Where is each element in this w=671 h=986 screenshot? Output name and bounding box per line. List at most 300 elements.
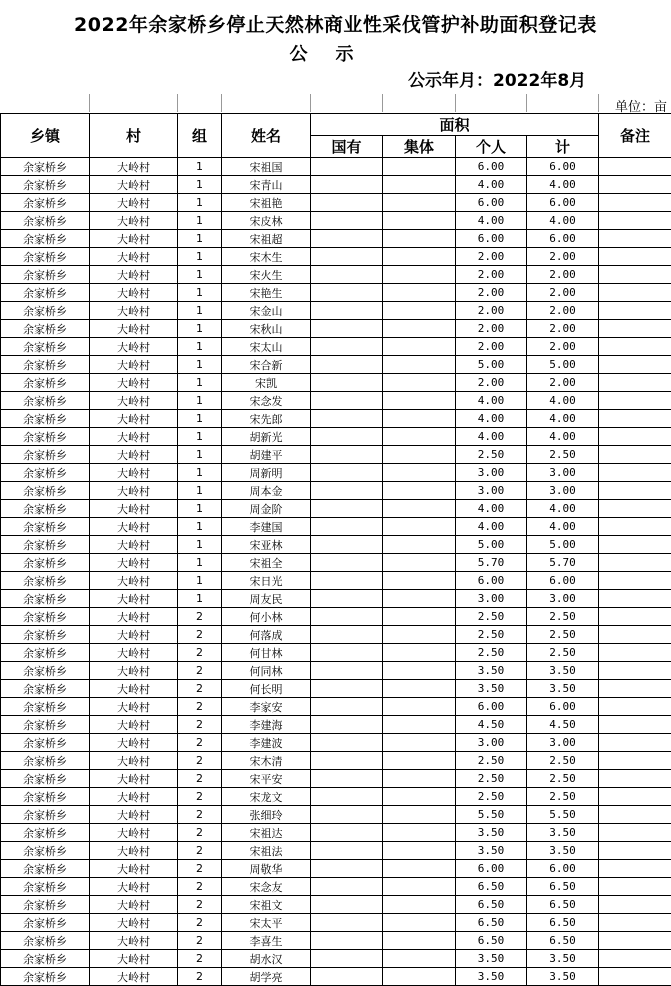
township-cell: 余家桥乡 [1, 212, 90, 230]
group-cell: 1 [178, 248, 222, 266]
table-row [1, 914, 671, 932]
header-name: 姓名 [222, 114, 311, 158]
header-remarks: 备注 [599, 114, 671, 158]
individual-area-cell: 5.70 [456, 554, 527, 572]
individual-area-cell: 3.00 [456, 464, 527, 482]
township-cell: 余家桥乡 [1, 842, 90, 860]
village-cell: 大岭村 [90, 302, 178, 320]
name-cell: 胡新光 [222, 428, 311, 446]
village-cell: 大岭村 [90, 770, 178, 788]
collective-cell [383, 572, 456, 590]
total-area-cell: 3.50 [527, 662, 599, 680]
state-owned-cell [311, 932, 383, 950]
state-owned-cell [311, 878, 383, 896]
table-row [1, 338, 671, 356]
group-cell: 2 [178, 716, 222, 734]
collective-cell [383, 428, 456, 446]
remarks-cell [599, 716, 671, 734]
total-area-cell: 4.00 [527, 500, 599, 518]
table-row [1, 680, 671, 698]
group-cell: 2 [178, 752, 222, 770]
table-row [1, 554, 671, 572]
village-cell: 大岭村 [90, 662, 178, 680]
name-cell: 宋木清 [222, 752, 311, 770]
name-cell: 宋念发 [222, 392, 311, 410]
table-row [1, 644, 671, 662]
remarks-cell [599, 374, 671, 392]
township-cell: 余家桥乡 [1, 860, 90, 878]
state-owned-cell [311, 608, 383, 626]
name-cell: 宋先郎 [222, 410, 311, 428]
total-area-cell: 3.00 [527, 590, 599, 608]
publish-date: 公示年月：2022年8月 [408, 66, 586, 91]
individual-area-cell: 2.00 [456, 320, 527, 338]
total-area-cell: 2.50 [527, 608, 599, 626]
individual-area-cell: 6.00 [456, 158, 527, 176]
individual-area-cell: 2.50 [456, 770, 527, 788]
township-cell: 余家桥乡 [1, 680, 90, 698]
total-area-cell: 2.50 [527, 752, 599, 770]
group-cell: 1 [178, 590, 222, 608]
individual-area-cell: 2.00 [456, 374, 527, 392]
group-cell: 2 [178, 698, 222, 716]
name-cell: 胡水汉 [222, 950, 311, 968]
total-area-cell: 5.50 [527, 806, 599, 824]
group-cell: 1 [178, 320, 222, 338]
remarks-cell [599, 212, 671, 230]
table-row [1, 284, 671, 302]
name-cell: 李建国 [222, 518, 311, 536]
village-cell: 大岭村 [90, 608, 178, 626]
group-cell: 1 [178, 554, 222, 572]
township-cell: 余家桥乡 [1, 662, 90, 680]
individual-area-cell: 4.00 [456, 176, 527, 194]
remarks-cell [599, 932, 671, 950]
table-row [1, 302, 671, 320]
remarks-cell [599, 428, 671, 446]
name-cell: 宋祖法 [222, 842, 311, 860]
table-row [1, 500, 671, 518]
village-cell: 大岭村 [90, 248, 178, 266]
state-owned-cell [311, 212, 383, 230]
table-row [1, 734, 671, 752]
unit-label: 单位：亩 [615, 96, 667, 115]
state-owned-cell [311, 860, 383, 878]
village-cell: 大岭村 [90, 860, 178, 878]
individual-area-cell: 3.00 [456, 482, 527, 500]
township-cell: 余家桥乡 [1, 518, 90, 536]
state-owned-cell [311, 320, 383, 338]
state-owned-cell [311, 194, 383, 212]
township-cell: 余家桥乡 [1, 464, 90, 482]
name-cell: 宋太平 [222, 914, 311, 932]
total-area-cell: 6.00 [527, 230, 599, 248]
name-cell: 胡学亮 [222, 968, 311, 986]
individual-area-cell: 4.00 [456, 518, 527, 536]
village-cell: 大岭村 [90, 824, 178, 842]
collective-cell [383, 752, 456, 770]
collective-cell [383, 194, 456, 212]
total-area-cell: 2.00 [527, 374, 599, 392]
village-cell: 大岭村 [90, 716, 178, 734]
state-owned-cell [311, 284, 383, 302]
group-cell: 2 [178, 860, 222, 878]
village-cell: 大岭村 [90, 842, 178, 860]
header-collective: 集体 [383, 136, 456, 158]
village-cell: 大岭村 [90, 914, 178, 932]
total-area-cell: 3.50 [527, 842, 599, 860]
village-cell: 大岭村 [90, 230, 178, 248]
collective-cell [383, 734, 456, 752]
state-owned-cell [311, 536, 383, 554]
group-cell: 1 [178, 428, 222, 446]
total-area-cell: 5.00 [527, 536, 599, 554]
remarks-cell [599, 230, 671, 248]
name-cell: 宋皮林 [222, 212, 311, 230]
remarks-cell [599, 572, 671, 590]
individual-area-cell: 4.00 [456, 410, 527, 428]
table-row [1, 230, 671, 248]
township-cell: 余家桥乡 [1, 338, 90, 356]
name-cell: 宋祖艳 [222, 194, 311, 212]
table-row [1, 842, 671, 860]
collective-cell [383, 158, 456, 176]
total-area-cell: 4.00 [527, 176, 599, 194]
table-row [1, 788, 671, 806]
collective-cell [383, 248, 456, 266]
township-cell: 余家桥乡 [1, 734, 90, 752]
state-owned-cell [311, 410, 383, 428]
village-cell: 大岭村 [90, 464, 178, 482]
remarks-cell [599, 302, 671, 320]
name-cell: 宋合新 [222, 356, 311, 374]
state-owned-cell [311, 698, 383, 716]
name-cell: 李家安 [222, 698, 311, 716]
township-cell: 余家桥乡 [1, 176, 90, 194]
document-subtitle: 公示 [0, 40, 671, 66]
remarks-cell [599, 482, 671, 500]
individual-area-cell: 2.50 [456, 752, 527, 770]
remarks-cell [599, 194, 671, 212]
individual-area-cell: 2.50 [456, 446, 527, 464]
state-owned-cell [311, 590, 383, 608]
remarks-cell [599, 248, 671, 266]
state-owned-cell [311, 734, 383, 752]
table-row [1, 968, 671, 986]
total-area-cell: 4.50 [527, 716, 599, 734]
remarks-cell [599, 158, 671, 176]
remarks-cell [599, 644, 671, 662]
collective-cell [383, 446, 456, 464]
state-owned-cell [311, 482, 383, 500]
village-cell: 大岭村 [90, 392, 178, 410]
name-cell: 李建波 [222, 734, 311, 752]
village-cell: 大岭村 [90, 500, 178, 518]
individual-area-cell: 6.00 [456, 230, 527, 248]
remarks-cell [599, 662, 671, 680]
collective-cell [383, 500, 456, 518]
table-row [1, 572, 671, 590]
remarks-cell [599, 698, 671, 716]
individual-area-cell: 5.00 [456, 536, 527, 554]
group-cell: 2 [178, 806, 222, 824]
village-cell: 大岭村 [90, 446, 178, 464]
name-cell: 周新明 [222, 464, 311, 482]
name-cell: 李建海 [222, 716, 311, 734]
name-cell: 周金阶 [222, 500, 311, 518]
name-cell: 李喜生 [222, 932, 311, 950]
township-cell: 余家桥乡 [1, 608, 90, 626]
table-row [1, 194, 671, 212]
remarks-cell [599, 878, 671, 896]
collective-cell [383, 644, 456, 662]
table-row [1, 428, 671, 446]
village-cell: 大岭村 [90, 734, 178, 752]
group-cell: 1 [178, 572, 222, 590]
total-area-cell: 2.00 [527, 284, 599, 302]
township-cell: 余家桥乡 [1, 428, 90, 446]
name-cell: 宋祖国 [222, 158, 311, 176]
state-owned-cell [311, 680, 383, 698]
state-owned-cell [311, 914, 383, 932]
group-cell: 1 [178, 284, 222, 302]
village-cell: 大岭村 [90, 788, 178, 806]
group-cell: 1 [178, 446, 222, 464]
total-area-cell: 2.00 [527, 320, 599, 338]
village-cell: 大岭村 [90, 896, 178, 914]
group-cell: 1 [178, 482, 222, 500]
total-area-cell: 3.50 [527, 824, 599, 842]
group-cell: 2 [178, 644, 222, 662]
township-cell: 余家桥乡 [1, 248, 90, 266]
total-area-cell: 6.00 [527, 158, 599, 176]
group-cell: 2 [178, 842, 222, 860]
remarks-cell [599, 356, 671, 374]
table-row [1, 662, 671, 680]
individual-area-cell: 2.50 [456, 608, 527, 626]
village-cell: 大岭村 [90, 374, 178, 392]
group-cell: 2 [178, 770, 222, 788]
remarks-cell [599, 338, 671, 356]
name-cell: 何甘林 [222, 644, 311, 662]
remarks-cell [599, 320, 671, 338]
remarks-cell [599, 842, 671, 860]
total-area-cell: 4.00 [527, 212, 599, 230]
collective-cell [383, 284, 456, 302]
collective-cell [383, 950, 456, 968]
village-cell: 大岭村 [90, 356, 178, 374]
table-row [1, 176, 671, 194]
collective-cell [383, 788, 456, 806]
total-area-cell: 5.00 [527, 356, 599, 374]
state-owned-cell [311, 842, 383, 860]
group-cell: 1 [178, 266, 222, 284]
remarks-cell [599, 806, 671, 824]
spreadsheet-gridlines [0, 94, 671, 112]
village-cell: 大岭村 [90, 878, 178, 896]
collective-cell [383, 878, 456, 896]
township-cell: 余家桥乡 [1, 302, 90, 320]
individual-area-cell: 6.00 [456, 572, 527, 590]
table-row [1, 518, 671, 536]
individual-area-cell: 3.00 [456, 734, 527, 752]
collective-cell [383, 860, 456, 878]
name-cell: 周敬华 [222, 860, 311, 878]
group-cell: 2 [178, 788, 222, 806]
table-row [1, 590, 671, 608]
collective-cell [383, 716, 456, 734]
table-row [1, 950, 671, 968]
individual-area-cell: 2.00 [456, 248, 527, 266]
total-area-cell: 2.00 [527, 248, 599, 266]
township-cell: 余家桥乡 [1, 482, 90, 500]
village-cell: 大岭村 [90, 176, 178, 194]
total-area-cell: 3.50 [527, 968, 599, 986]
collective-cell [383, 554, 456, 572]
table-row [1, 716, 671, 734]
group-cell: 2 [178, 608, 222, 626]
table-row [1, 860, 671, 878]
table-row [1, 752, 671, 770]
table-row [1, 770, 671, 788]
collective-cell [383, 626, 456, 644]
total-area-cell: 3.00 [527, 734, 599, 752]
township-cell: 余家桥乡 [1, 320, 90, 338]
total-area-cell: 2.50 [527, 770, 599, 788]
remarks-cell [599, 950, 671, 968]
state-owned-cell [311, 806, 383, 824]
total-area-cell: 5.70 [527, 554, 599, 572]
table-row [1, 266, 671, 284]
table-row [1, 878, 671, 896]
name-cell: 何落成 [222, 626, 311, 644]
total-area-cell: 4.00 [527, 392, 599, 410]
name-cell: 宋凯 [222, 374, 311, 392]
group-cell: 1 [178, 374, 222, 392]
village-cell: 大岭村 [90, 518, 178, 536]
table-row [1, 410, 671, 428]
table-row [1, 932, 671, 950]
village-cell: 大岭村 [90, 194, 178, 212]
township-cell: 余家桥乡 [1, 392, 90, 410]
township-cell: 余家桥乡 [1, 230, 90, 248]
total-area-cell: 2.50 [527, 644, 599, 662]
remarks-cell [599, 626, 671, 644]
name-cell: 何同林 [222, 662, 311, 680]
township-cell: 余家桥乡 [1, 752, 90, 770]
remarks-cell [599, 680, 671, 698]
name-cell: 宋祖全 [222, 554, 311, 572]
name-cell: 周友民 [222, 590, 311, 608]
total-area-cell: 6.00 [527, 194, 599, 212]
total-area-cell: 2.00 [527, 266, 599, 284]
collective-cell [383, 302, 456, 320]
township-cell: 余家桥乡 [1, 590, 90, 608]
collective-cell [383, 680, 456, 698]
remarks-cell [599, 392, 671, 410]
township-cell: 余家桥乡 [1, 716, 90, 734]
township-cell: 余家桥乡 [1, 410, 90, 428]
village-cell: 大岭村 [90, 410, 178, 428]
table-row [1, 464, 671, 482]
total-area-cell: 6.00 [527, 698, 599, 716]
table-row [1, 374, 671, 392]
collective-cell [383, 212, 456, 230]
name-cell: 宋日光 [222, 572, 311, 590]
total-area-cell: 6.50 [527, 914, 599, 932]
village-cell: 大岭村 [90, 932, 178, 950]
total-area-cell: 6.50 [527, 878, 599, 896]
township-cell: 余家桥乡 [1, 896, 90, 914]
header-village: 村 [90, 114, 178, 158]
group-cell: 2 [178, 824, 222, 842]
township-cell: 余家桥乡 [1, 788, 90, 806]
remarks-cell [599, 590, 671, 608]
village-cell: 大岭村 [90, 338, 178, 356]
group-cell: 1 [178, 176, 222, 194]
village-cell: 大岭村 [90, 428, 178, 446]
group-cell: 1 [178, 500, 222, 518]
name-cell: 宋秋山 [222, 320, 311, 338]
collective-cell [383, 806, 456, 824]
township-cell: 余家桥乡 [1, 194, 90, 212]
village-cell: 大岭村 [90, 482, 178, 500]
name-cell: 何小林 [222, 608, 311, 626]
individual-area-cell: 5.00 [456, 356, 527, 374]
individual-area-cell: 2.50 [456, 644, 527, 662]
total-area-cell: 3.50 [527, 950, 599, 968]
group-cell: 1 [178, 536, 222, 554]
village-cell: 大岭村 [90, 806, 178, 824]
state-owned-cell [311, 392, 383, 410]
group-cell: 2 [178, 932, 222, 950]
individual-area-cell: 4.50 [456, 716, 527, 734]
village-cell: 大岭村 [90, 968, 178, 986]
township-cell: 余家桥乡 [1, 266, 90, 284]
total-area-cell: 3.00 [527, 464, 599, 482]
remarks-cell [599, 536, 671, 554]
individual-area-cell: 6.00 [456, 860, 527, 878]
state-owned-cell [311, 770, 383, 788]
state-owned-cell [311, 230, 383, 248]
individual-area-cell: 3.50 [456, 824, 527, 842]
group-cell: 1 [178, 464, 222, 482]
remarks-cell [599, 914, 671, 932]
village-cell: 大岭村 [90, 320, 178, 338]
group-cell: 1 [178, 194, 222, 212]
individual-area-cell: 6.50 [456, 878, 527, 896]
group-cell: 2 [178, 968, 222, 986]
state-owned-cell [311, 464, 383, 482]
header-township: 乡镇 [1, 114, 90, 158]
state-owned-cell [311, 176, 383, 194]
township-cell: 余家桥乡 [1, 878, 90, 896]
state-owned-cell [311, 752, 383, 770]
individual-area-cell: 6.00 [456, 194, 527, 212]
state-owned-cell [311, 824, 383, 842]
table-row [1, 320, 671, 338]
header-area: 面积 [311, 114, 599, 136]
group-cell: 1 [178, 212, 222, 230]
header-total: 计 [527, 136, 599, 158]
individual-area-cell: 4.00 [456, 392, 527, 410]
township-cell: 余家桥乡 [1, 554, 90, 572]
collective-cell [383, 824, 456, 842]
state-owned-cell [311, 518, 383, 536]
individual-area-cell: 4.00 [456, 212, 527, 230]
table-row [1, 626, 671, 644]
state-owned-cell [311, 644, 383, 662]
